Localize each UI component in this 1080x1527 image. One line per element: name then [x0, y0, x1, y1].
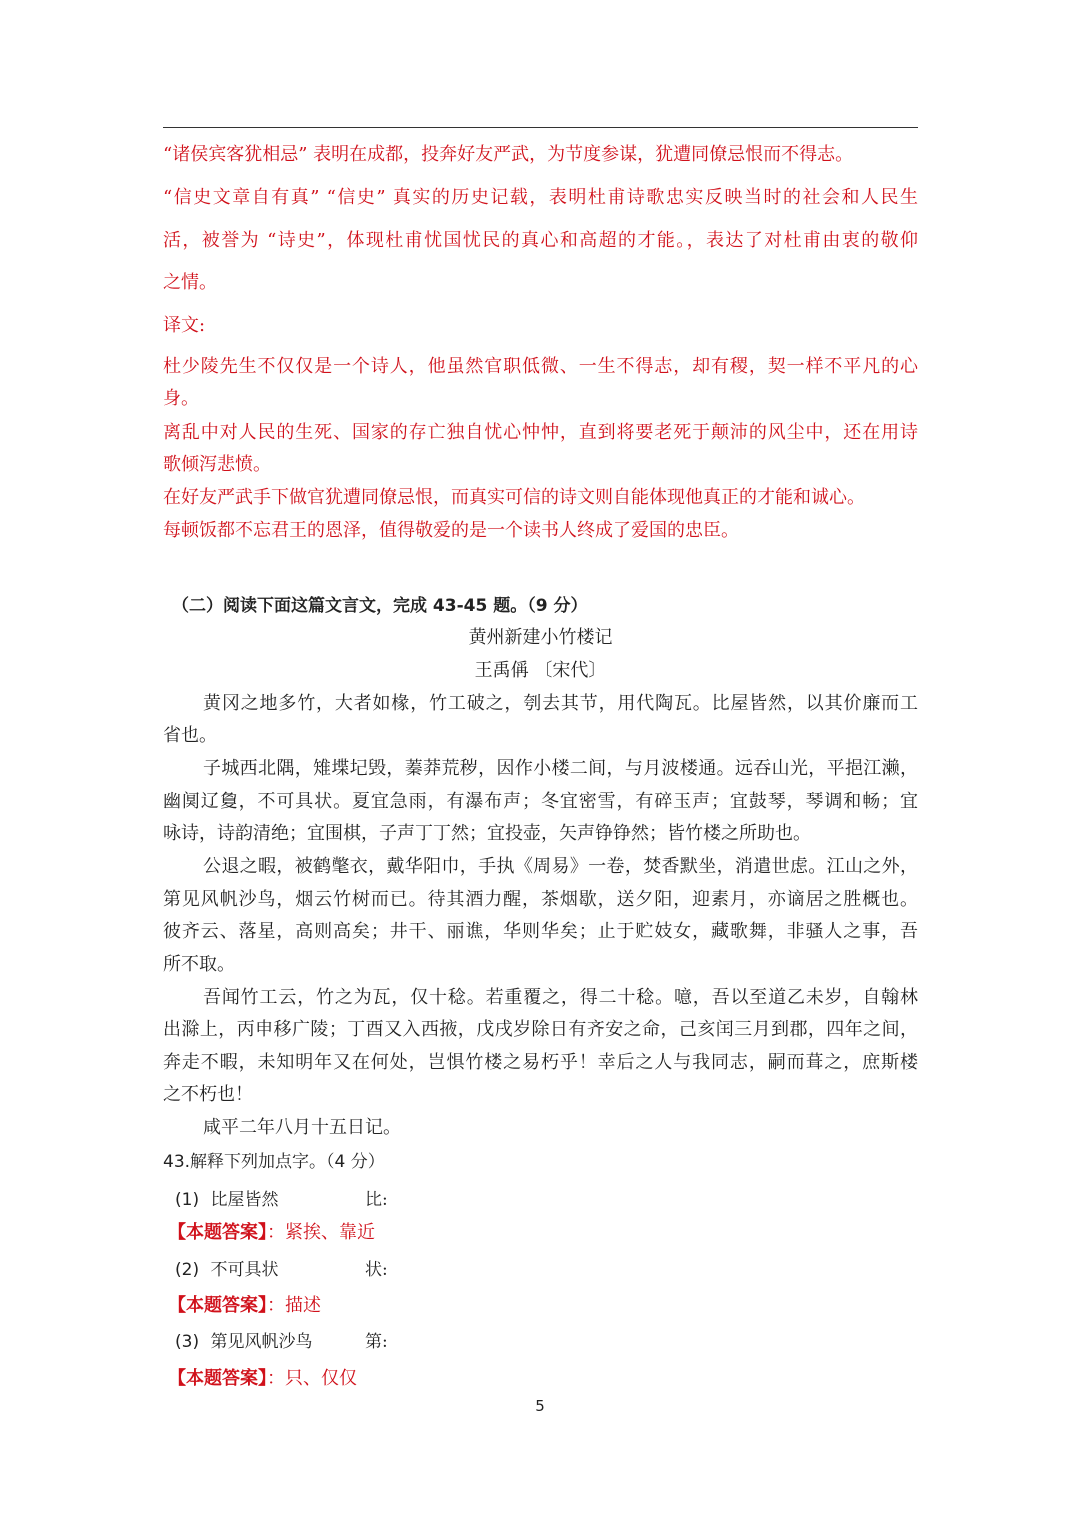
q43-item-1-char: 比:	[365, 1190, 388, 1210]
q43-item-2-num: (2)	[175, 1260, 200, 1280]
q43-item-3-char: 第:	[365, 1332, 388, 1352]
para4-line1: 吾闻竹工云，竹之为瓦，仅十稔。若重覆之，得二十稔。噫，吾以至道乙未岁，自翰林	[203, 987, 918, 1008]
section-heading: （二）阅读下面这篇文言文，完成 43-45 题。（9 分）	[172, 596, 588, 616]
para3-line1: 公退之暇，被鹤氅衣，戴华阳巾，手执《周易》一卷，焚香默坐，消遣世虑。江山之外，	[203, 856, 918, 877]
para2-line2: 幽阒辽敻，不可具状。夏宜急雨，有瀑布声；冬宜密雪，有碎玉声；宜鼓琴，琴调和畅；宜	[163, 791, 918, 812]
q43-answer-2	[168, 1291, 321, 1317]
para3-line4: 所不取。	[163, 954, 235, 975]
q43-answer-1	[168, 1218, 375, 1244]
answer-text: 紧挨、靠近	[285, 1222, 375, 1243]
answer-text: 描述	[285, 1295, 321, 1316]
essay-author: 王禹偁 〔宋代〕	[474, 660, 607, 681]
q43-item-2-char: 状:	[365, 1260, 388, 1280]
para4-line4: 之不朽也！	[163, 1084, 253, 1105]
q43-item-1	[175, 1185, 279, 1210]
para2-line1: 子城西北隅，雉堞圮毁，蓁莽荒秽，因作小楼二间，与月波楼通。远吞山光，平挹江濑，	[203, 758, 918, 779]
para4-line3: 奔走不暇，未知明年又在何处，岂惧竹楼之易朽乎！幸后之人与我同志，嗣而葺之，庶斯楼	[163, 1052, 918, 1073]
q43-heading: 43.解释下列加点字。（4 分）	[163, 1152, 385, 1172]
answer-sep: ：	[267, 1295, 285, 1316]
page-number: 5	[535, 1397, 545, 1415]
para2-line3: 咏诗，诗韵清绝；宜围棋，子声丁丁然；宜投壶，矢声铮铮然；皆竹楼之所助也。	[163, 823, 811, 844]
answer-text: 只、仅仅	[285, 1368, 357, 1389]
translation-s2-line2: 歌倾泻悲愤。	[163, 454, 271, 475]
header-rule	[163, 127, 918, 128]
analysis-line-1: “诸侯宾客犹相忌” 表明在成都，投奔好友严武，为节度参谋，犹遭同僚忌恨而不得志。	[163, 144, 854, 165]
translation-s2-line1: 离乱中对人民的生死、国家的存亡独自忧心忡忡，直到将要老死于颠沛的风尘中，还在用诗	[163, 422, 918, 443]
answer-tag: 【本题答案】	[168, 1368, 267, 1389]
analysis-line-3: 活，被誉为 “诗史”，体现杜甫忧国忧民的真心和高超的才能。，表达了对杜甫由衷的敬仰	[163, 230, 918, 251]
translation-label: 译文:	[163, 315, 206, 336]
translation-s1-line1: 杜少陵先生不仅仅是一个诗人，他虽然官职低微、一生不得志，却有稷，契一样不平凡的心	[163, 356, 918, 377]
para1-line2: 省也。	[163, 725, 217, 746]
essay-title: 黄州新建小竹楼记	[468, 627, 613, 648]
essay-date: 咸平二年八月十五日记。	[203, 1117, 401, 1138]
q43-item-3-phrase: 第见风帆沙鸟	[210, 1332, 313, 1352]
analysis-line-2: “信史文章自有真” “信史” 真实的历史记载，表明杜甫诗歌忠实反映当时的社会和人民生	[163, 187, 918, 208]
q43-item-1-phrase: 比屋皆然	[210, 1190, 279, 1210]
answer-tag: 【本题答案】	[168, 1222, 267, 1243]
q43-answer-3	[168, 1364, 357, 1390]
q43-item-2-phrase: 不可具状	[210, 1260, 279, 1280]
para1-line1: 黄冈之地多竹，大者如椽，竹工破之，刳去其节，用代陶瓦。比屋皆然，以其价廉而工	[203, 693, 918, 714]
q43-item-1-num: (1)	[175, 1190, 200, 1210]
translation-s1-line2: 身。	[163, 388, 199, 409]
q43-item-3	[175, 1327, 313, 1352]
translation-s4: 每顿饭都不忘君王的恩泽，值得敬爱的是一个读书人终成了爱国的忠臣。	[163, 520, 739, 541]
para3-line2: 第见风帆沙鸟，烟云竹树而已。待其酒力醒，茶烟歇，送夕阳，迎素月，亦谪居之胜概也。	[163, 889, 918, 910]
answer-sep: ：	[267, 1368, 285, 1389]
analysis-line-4: 之情。	[163, 272, 217, 293]
para3-line3: 彼齐云、落星，高则高矣；井干、丽谯，华则华矣；止于贮妓女，藏歌舞，非骚人之事，吾	[163, 921, 918, 942]
answer-tag: 【本题答案】	[168, 1295, 267, 1316]
translation-s3: 在好友严武手下做官犹遭同僚忌恨，而真实可信的诗文则自能体现他真正的才能和诚心。	[163, 487, 865, 508]
para4-line2: 出滁上，丙申移广陵；丁酉又入西掖，戊戌岁除日有齐安之命，己亥闰三月到郡，四年之间，	[163, 1019, 918, 1040]
q43-item-2	[175, 1255, 279, 1280]
answer-sep: ：	[267, 1222, 285, 1243]
q43-item-3-num: (3)	[175, 1332, 200, 1352]
